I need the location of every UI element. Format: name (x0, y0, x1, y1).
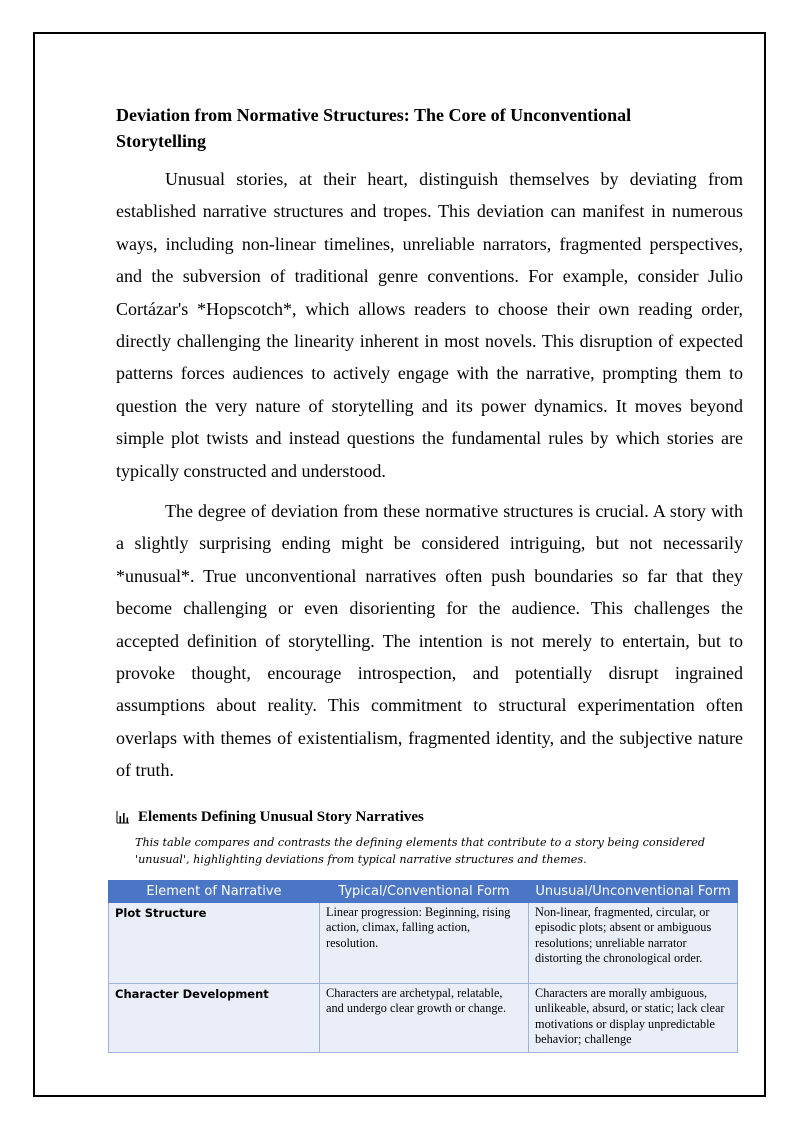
table-cell-element: Plot Structure (109, 903, 320, 984)
table-header-row (109, 881, 738, 903)
body-paragraph-1: Unusual stories, at their heart, distinguish themselves by deviating from established narrative structures and tropes. This deviation can manifest in numerous ways, including non-linear timelines, unreliable narrators, fragmented perspectives, and the subversion of traditional genre conventions. For example, consider Julio Cortázar's *Hopscotch*, which allows readers to choose their own reading order, directly challenging the linearity inherent in most novels. This disruption of expected patterns forces audiences to actively engage with the narrative, prompting them to question the very nature of storytelling and its power dynamics. It moves beyond simple plot twists and instead questions the fundamental rules by which stories are typically constructed and understood. (116, 169, 743, 481)
table-cell-typical: Characters are archetypal, relatable, and undergo clear growth or change. (320, 984, 529, 1053)
table-caption: This table compares and contrasts the defining elements that contribute to a story being considered 'unusual', highlighting deviations from typical narrative structures and themes. (135, 836, 706, 866)
table-title-text: Elements Defining Unusual Story Narratives (138, 809, 424, 825)
table-row (109, 984, 738, 1053)
table-header-cell: Element of Narrative (109, 881, 320, 903)
table-header-cell: Typical/Conventional Form (320, 881, 529, 903)
table-row (109, 903, 738, 984)
table-cell-unusual: Characters are morally ambiguous, unlikeable, absurd, or static; lack clear motivations or display unpredictable behavior; challenge (529, 984, 738, 1053)
body-paragraph-2: The degree of deviation from these normative structures is crucial. A story with a slightly surprising ending might be considered intriguing, but not necessarily *unusual*. True unconventional narratives often push boundaries so far that they become challenging or even disorienting for the audience. This challenges the accepted definition of storytelling. The intention is not merely to entertain, but to provoke thought, encourage introspection, and potentially disrupt ingrained assumptions about reality. This commitment to structural experimentation often overlaps with themes of existentialism, fragmented identity, and the subjective nature of truth. (116, 501, 743, 781)
bar-chart-icon (116, 810, 130, 824)
comparison-table (108, 880, 738, 1053)
table-title (116, 807, 424, 827)
section-heading: Deviation from Normative Structures: The Core of Unconventional Storytelling (116, 105, 632, 151)
table-cell-unusual: Non-linear, fragmented, circular, or episodic plots; absent or ambiguous resolutions; unreliable narrator distorting the chronological order. (529, 903, 738, 984)
table-cell-typical: Linear progression: Beginning, rising action, climax, falling action, resolution. (320, 903, 529, 984)
table-header-cell: Unusual/Unconventional Form (529, 881, 738, 903)
table-cell-element: Character Development (109, 984, 320, 1053)
page-border (33, 32, 766, 1097)
